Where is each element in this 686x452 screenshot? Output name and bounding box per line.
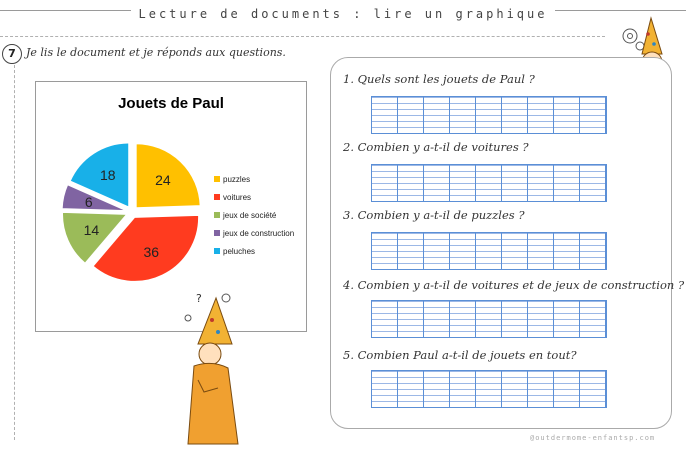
- page-title: Lecture de documents : lire un graphique: [0, 7, 686, 21]
- pie-value-label: 36: [143, 244, 160, 261]
- footer-credit: @outdermome-enfantsp.com: [530, 434, 656, 442]
- questions-panel: [330, 57, 685, 429]
- pie-value-label: 6: [84, 194, 93, 211]
- pie-value-label: 18: [99, 166, 116, 183]
- svg-text:?: ?: [196, 292, 202, 305]
- legend-swatch: [214, 230, 220, 236]
- pie-value-label: 14: [83, 221, 100, 238]
- left-margin-dash: [14, 60, 15, 440]
- legend-swatch: [214, 176, 220, 182]
- question-1: 1. Quels sont les jouets de Paul ?: [343, 72, 535, 86]
- legend-swatch: [214, 194, 220, 200]
- question-5: 5. Combien Paul a-t-il de jouets en tout?: [343, 348, 577, 362]
- confused-wizard: [178, 288, 248, 448]
- legend-swatch: [214, 248, 220, 254]
- legend-swatch: [214, 212, 220, 218]
- pie-chart-panel: [35, 81, 307, 332]
- legend-label: jeux de construction: [223, 229, 295, 238]
- exercise-instruction: Je lis le document et je réponds aux questions.: [26, 46, 286, 59]
- question-2: 2. Combien y a-t-il de voitures ?: [343, 140, 529, 154]
- legend-label: puzzles: [223, 175, 251, 184]
- pie-chart: [36, 82, 306, 331]
- separator-line: [0, 36, 605, 37]
- legend-label: peluches: [223, 247, 256, 256]
- question-3: 3. Combien y a-t-il de puzzles ?: [343, 208, 525, 222]
- chart-title: Jouets de Paul: [118, 95, 224, 112]
- legend-label: voitures: [223, 193, 252, 202]
- answer-grid-2[interactable]: [371, 164, 607, 202]
- question-4: 4. Combien y a-t-il de voitures et de jeux de construction ?: [343, 278, 685, 292]
- pie-value-label: 24: [155, 172, 171, 189]
- answer-grid-3[interactable]: [371, 232, 607, 270]
- answer-grid-1[interactable]: [371, 96, 607, 134]
- answer-grid-4[interactable]: [371, 300, 607, 338]
- answer-grid-5[interactable]: [371, 370, 607, 408]
- legend-label: jeux de société: [223, 211, 277, 220]
- exercise-number-badge: 7: [2, 44, 22, 64]
